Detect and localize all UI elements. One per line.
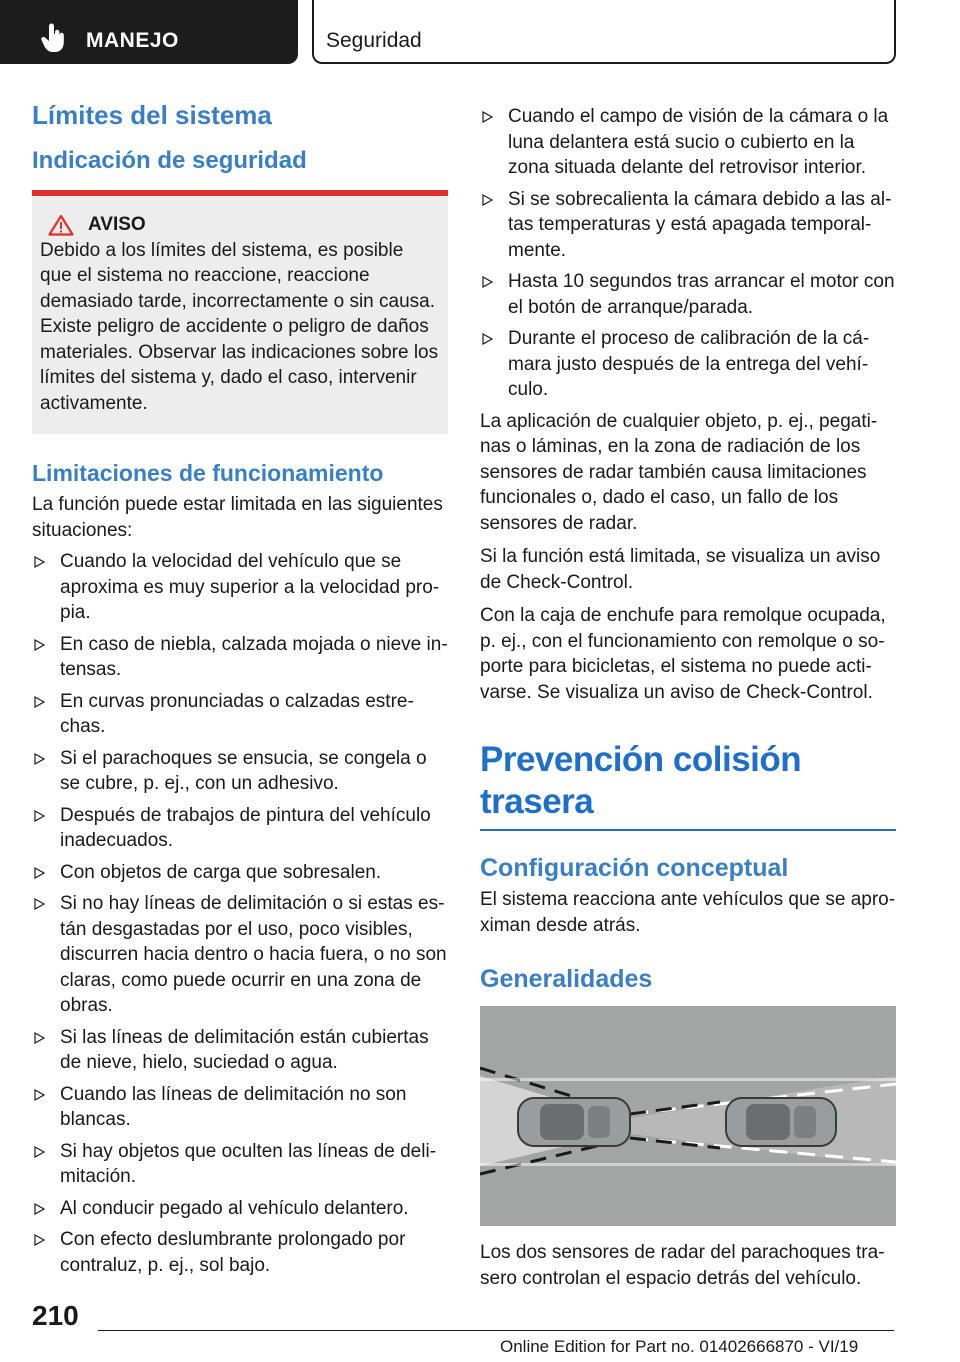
list-item: Si hay objetos que oculten las líneas de delimitación. <box>32 1139 448 1190</box>
triangle-bullet-icon <box>34 1146 45 1158</box>
footer-rule <box>98 1330 894 1331</box>
warning-triangle-icon <box>48 214 74 236</box>
list-item: En caso de niebla, calzada mojada o nieve intensas. <box>32 632 448 683</box>
paragraph-adhesives: La aplicación de cualquier objeto, p. ej., pegatinas o láminas, en la zona de radiación de los sensores de radar también causa limitaciones funcionales o, dado el caso, un fallo de los sensores de radar. <box>480 410 878 534</box>
triangle-bullet-icon <box>34 898 45 910</box>
list-item: Cuando las líneas de delimitación no son blancas. <box>32 1082 448 1133</box>
triangle-bullet-icon <box>34 556 45 568</box>
triangle-bullet-icon <box>34 1234 45 1246</box>
list-item: Después de trabajos de pintura del vehículo inadecuados. <box>32 803 448 854</box>
limitations-list-continued <box>480 104 896 403</box>
heading-concept: Configuración conceptual <box>480 854 789 882</box>
figure-caption: Los dos sensores de radar del parachoques trasero controlan el espacio detrás del vehículo. <box>480 1242 885 1289</box>
heading-underline <box>480 829 896 831</box>
paragraph-trailer: Con la caja de enchufe para remolque ocupada, p. ej., con el funcionamiento con remolque o soporte para bicicletas, el sistema no puede activarse. Se visualiza un aviso de Check-Control. <box>480 605 886 703</box>
hand-pointer-icon <box>40 22 68 54</box>
section-tab <box>0 0 298 64</box>
page-number: 210 <box>32 1300 79 1331</box>
triangle-bullet-icon <box>34 753 45 765</box>
triangle-bullet-icon <box>34 1089 45 1101</box>
list-item: Hasta 10 segundos tras arrancar el motor con el botón de arranque/parada. <box>480 269 896 320</box>
list-item: Con efecto deslumbrante prolongado por contraluz, p. ej., sol bajo. <box>32 1227 448 1278</box>
list-item: Con objetos de carga que sobresalen. <box>32 860 448 886</box>
left-column <box>32 100 448 1284</box>
topic-tab <box>312 0 896 64</box>
list-item: Si el parachoques se ensucia, se congela o se cubre, p. ej., con un adhesivo. <box>32 746 448 797</box>
list-item: En curvas pronunciadas o calzadas estrechas. <box>32 689 448 740</box>
list-item: Durante el proceso de calibración de la cámara justo después de la entrega del vehículo. <box>480 326 896 403</box>
triangle-bullet-icon <box>482 276 493 288</box>
concept-text: El sistema reacciona ante vehículos que se aproximan desde atrás. <box>480 889 896 936</box>
triangle-bullet-icon <box>482 111 493 123</box>
right-column <box>480 104 896 1299</box>
triangle-bullet-icon <box>482 333 493 345</box>
list-item: Si las líneas de delimitación están cubiertas de nieve, hielo, suciedad o agua. <box>32 1025 448 1076</box>
edition-note: Online Edition for Part no. 01402666870 - VI/19 <box>500 1337 859 1356</box>
triangle-bullet-icon <box>482 194 493 206</box>
radar-illustration <box>480 1006 896 1226</box>
list-item: Si se sobrecalienta la cámara debido a las altas temperaturas y está apagada temporalmente. <box>480 187 896 264</box>
radar-figure <box>480 1006 896 1226</box>
list-item: Al conducir pegado al vehículo delantero. <box>32 1196 448 1222</box>
triangle-bullet-icon <box>34 1032 45 1044</box>
triangle-bullet-icon <box>34 867 45 879</box>
triangle-bullet-icon <box>34 1203 45 1215</box>
triangle-bullet-icon <box>34 639 45 651</box>
triangle-bullet-icon <box>34 810 45 822</box>
list-item: Cuando el campo de visión de la cámara o la luna delantera está sucio o cubierto en la zona situada delante del retrovisor interior. <box>480 104 896 181</box>
list-item: Si no hay líneas de delimitación o si estas están desgastadas por el uso, poco visibles, discurren hacia dentro o hacia fuera, o no son claras, como puede ocurrir en una zona de obras. <box>32 891 448 1019</box>
paragraph-check-control: Si la función está limitada, se visualiza un aviso de Check-Control. <box>480 546 881 593</box>
section-title: MANEJO <box>86 29 179 52</box>
list-item: Cuando la velocidad del vehículo que se aproxima es muy superior a la velocidad propia. <box>32 549 448 626</box>
limitations-list <box>32 549 448 1278</box>
triangle-bullet-icon <box>34 696 45 708</box>
heading-rear-collision: Prevención colisión trasera <box>480 740 802 821</box>
heading-system-limits: Límites del sistema <box>32 100 272 130</box>
front-car <box>726 1098 836 1146</box>
warning-box <box>32 190 448 435</box>
rear-car <box>518 1098 630 1146</box>
warning-title: AVISO <box>88 213 146 235</box>
heading-limitations: Limitaciones de funcionamiento <box>32 460 384 487</box>
topic-title: Seguridad <box>326 29 422 52</box>
heading-general: Generalidades <box>480 965 653 993</box>
limitations-intro: La función puede estar limitada en las siguientes situaciones: <box>32 494 443 541</box>
heading-safety-note: Indicación de seguridad <box>32 147 307 175</box>
warning-text: Debido a los límites del sistema, es posible que el sistema no reaccione, reaccione demasiado tarde, incorrectamente o sin causa. Existe peligro de accidente o peligro de daños materiales. Observar las indicaciones sobre los límites del sistema y, dado el caso, intervenir activamente. <box>40 239 439 414</box>
